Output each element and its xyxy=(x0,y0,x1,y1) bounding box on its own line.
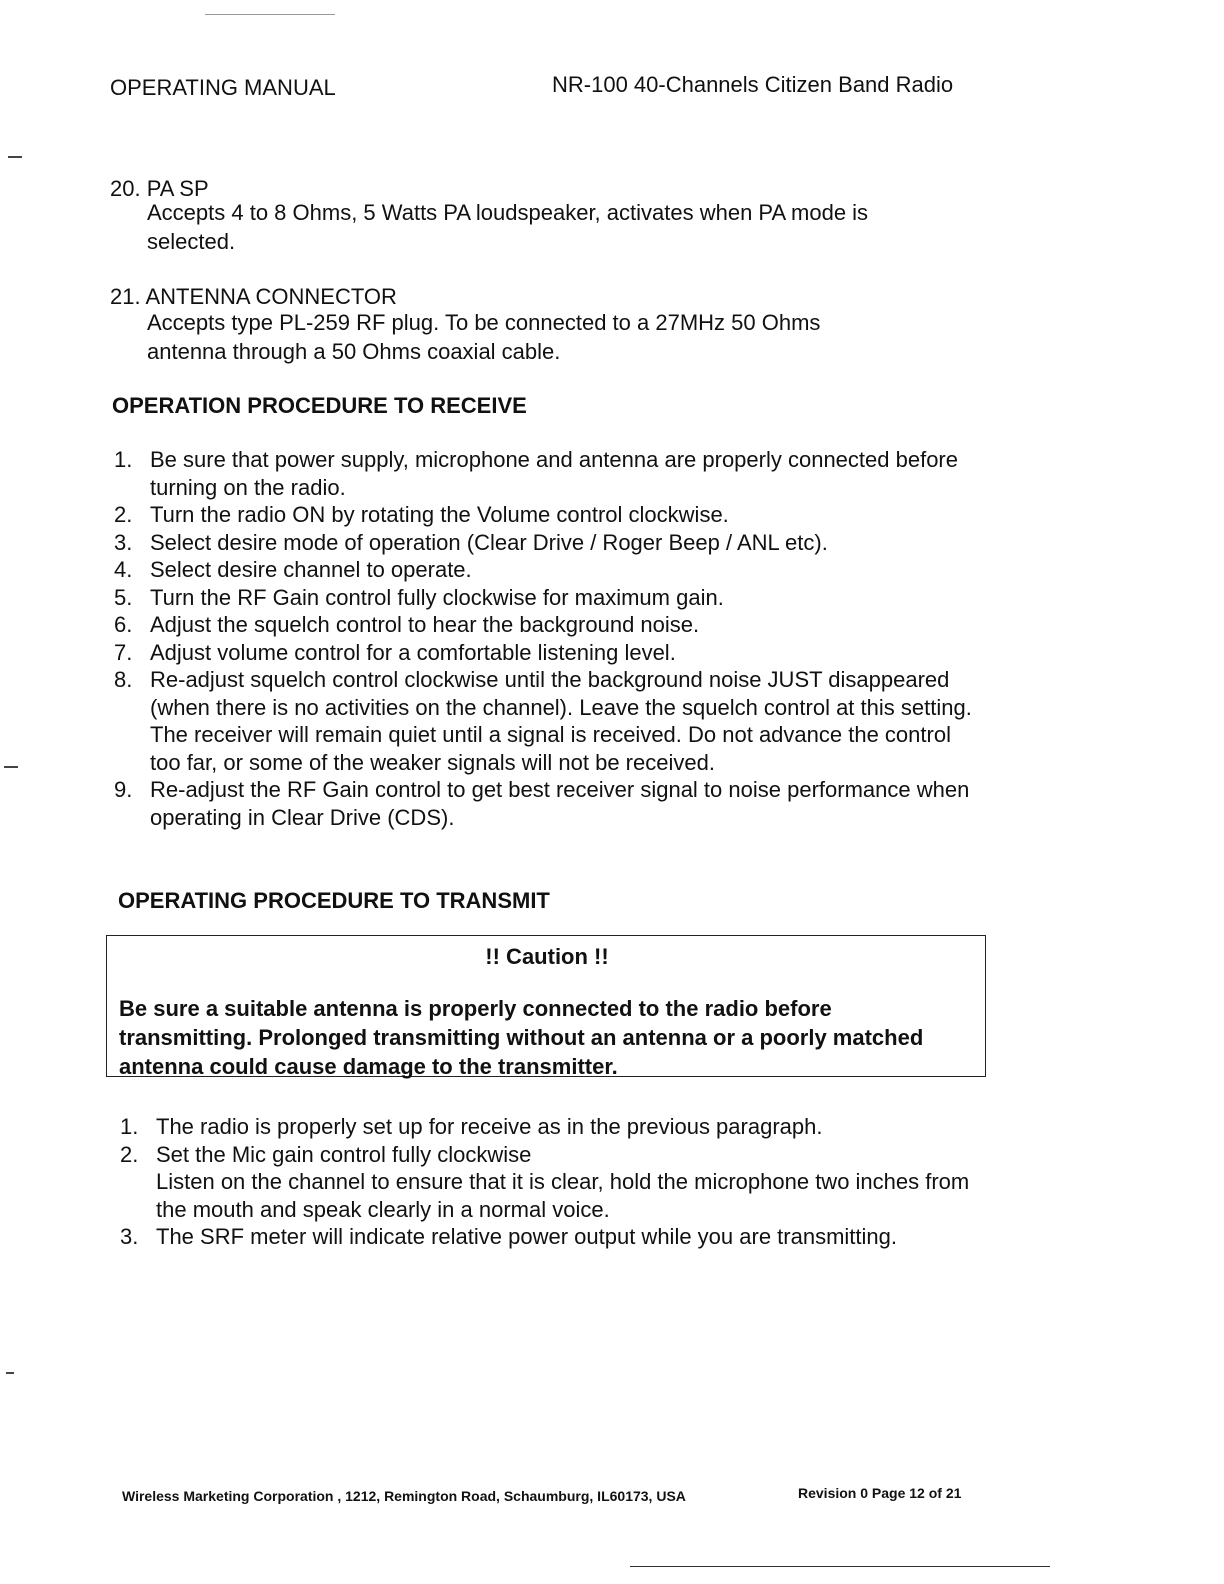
step-text: Re-adjust squelch control clockwise until the background noise JUST disappeared (when there is no activities on the channel). Leave the squelch control at this setting. The receiver will remain quiet until a signal is received. Do not advance the control too far, or some of the weaker signals will not be received. xyxy=(150,667,972,775)
list-item xyxy=(120,1223,980,1251)
list-item xyxy=(120,1141,980,1224)
caution-text: Be sure a suitable antenna is properly connected to the radio before transmitting. Prolonged transmitting without an antenna or a poorly matched antenna could cause damage to the transmitter. xyxy=(119,996,924,1079)
list-item xyxy=(114,666,974,776)
step-number: 5. xyxy=(114,584,133,610)
step-text: Re-adjust the RF Gain control to get best receiver signal to noise performance when operating in Clear Drive (CDS). xyxy=(150,777,970,830)
step-text: Select desire channel to operate. xyxy=(150,557,472,582)
step-number: 2. xyxy=(114,502,133,527)
scan-mark xyxy=(8,156,22,158)
footer-rule xyxy=(630,1566,1050,1567)
footer-address: Wireless Marketing Corporation , 1212, Remington Road, Schaumburg, IL60173, USA xyxy=(122,1488,686,1504)
step-text: Turn the radio ON by rotating the Volume control clockwise. xyxy=(150,502,729,527)
step-text: Adjust volume control for a comfortable listening level. xyxy=(150,639,676,665)
step-number: 1. xyxy=(114,447,133,472)
header-left: OPERATING MANUAL xyxy=(110,75,336,100)
step-number: 3. xyxy=(114,529,133,555)
entry-body-antenna-connector: Accepts type PL-259 RF plug. To be connected to a 27MHz 50 Ohms antenna through a 50 Ohms coaxial cable. xyxy=(147,310,821,364)
step-number: 9. xyxy=(114,777,133,802)
receive-steps-list xyxy=(114,446,974,831)
step-number: 2. xyxy=(120,1141,139,1167)
list-item xyxy=(114,529,974,557)
step-number: 1. xyxy=(120,1114,139,1139)
section-heading-receive: OPERATION PROCEDURE TO RECEIVE xyxy=(112,393,527,418)
step-text: Set the Mic gain control fully clockwise xyxy=(156,1141,532,1167)
scan-mark xyxy=(6,1372,14,1374)
step-number: 4. xyxy=(114,557,133,582)
scan-mark xyxy=(4,766,18,768)
step-text: Turn the RF Gain control fully clockwise for maximum gain. xyxy=(150,584,724,610)
entry-body-pa-sp: Accepts 4 to 8 Ohms, 5 Watts PA loudspeaker, activates when PA mode is selected. xyxy=(147,200,869,254)
header-right: NR-100 40-Channels Citizen Band Radio xyxy=(552,72,954,97)
list-item xyxy=(114,639,974,667)
step-number: 3. xyxy=(120,1224,139,1249)
step-extra-text: Listen on the channel to ensure that it is clear, hold the microphone two inches from the mouth and speak clearly in a normal voice. xyxy=(156,1169,970,1222)
footer-revision: Revision 0 Page 12 of 21 xyxy=(798,1485,962,1501)
step-text: The SRF meter will indicate relative power output while you are transmitting. xyxy=(156,1224,897,1249)
step-number: 7. xyxy=(114,639,133,665)
list-item xyxy=(114,446,974,501)
step-number: 6. xyxy=(114,612,133,637)
step-number: 8. xyxy=(114,667,133,692)
transmit-steps-list xyxy=(120,1113,980,1251)
entry-title-pa-sp: 20. PA SP xyxy=(110,176,209,201)
step-text: The radio is properly set up for receive as in the previous paragraph. xyxy=(156,1114,823,1139)
list-item xyxy=(114,556,974,584)
entry-title-antenna-connector: 21. ANTENNA CONNECTOR xyxy=(110,284,397,309)
list-item xyxy=(114,501,974,529)
list-item xyxy=(114,584,974,612)
list-item xyxy=(114,611,974,639)
section-heading-transmit: OPERATING PROCEDURE TO TRANSMIT xyxy=(118,888,550,913)
caution-box xyxy=(106,935,986,1077)
list-item xyxy=(120,1113,980,1141)
step-text: Select desire mode of operation (Clear Drive / Roger Beep / ANL etc). xyxy=(150,529,828,555)
list-item xyxy=(114,776,974,831)
step-text: Adjust the squelch control to hear the background noise. xyxy=(150,612,700,637)
step-text: Be sure that power supply, microphone and antenna are properly connected before turning on the radio. xyxy=(150,447,958,500)
caution-title: !! Caution !! xyxy=(485,944,609,969)
scan-mark xyxy=(205,14,335,15)
